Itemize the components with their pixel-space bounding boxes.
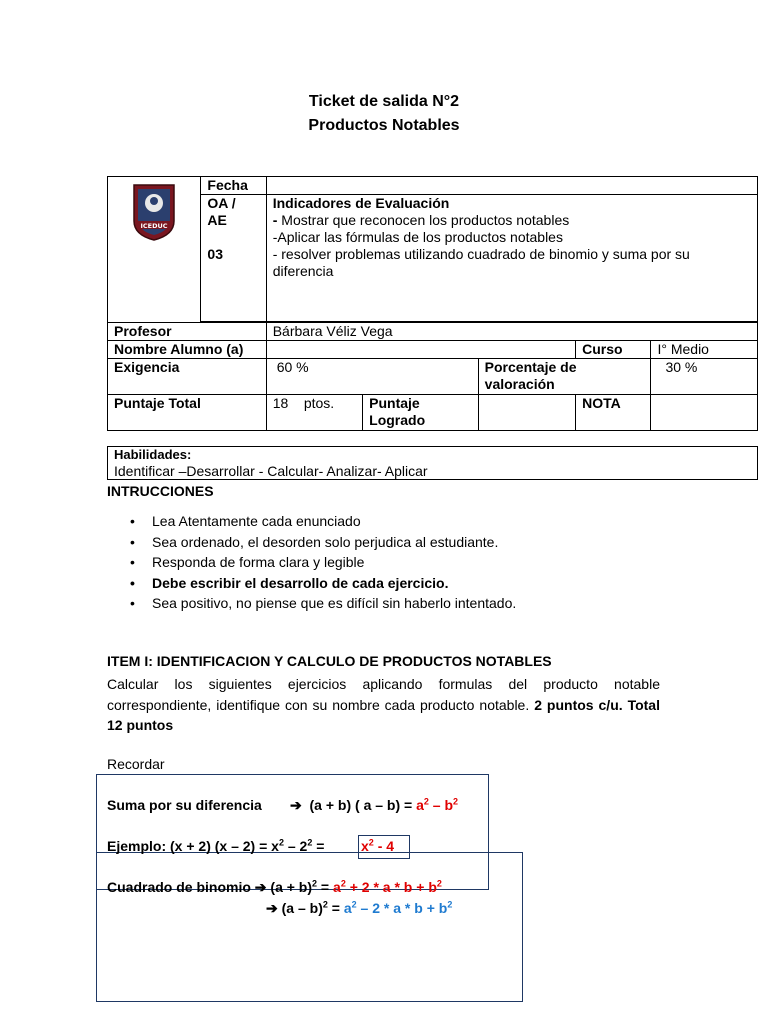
list-item: • Debe escribir el desarrollo de cada ejercicio. <box>107 573 516 594</box>
suma-result: $a^2 - b^2$ <box>416 796 459 813</box>
list-item: • Lea Atentamente cada enunciado <box>107 511 516 532</box>
info-table <box>107 176 758 431</box>
cuadrado-result-2: $a^2 - 2 * a * b + b^2$ <box>343 899 453 916</box>
puntaje-logrado-field[interactable] <box>478 395 575 431</box>
curso-value: I° Medio <box>651 341 758 359</box>
oa-ae-cell <box>201 195 266 322</box>
cuadrado-formula-2: ➔ $(a - b)^2 = a^2 - 2 * a * b + b^2$ <box>266 899 453 916</box>
porcentaje-value: 30 % <box>651 359 758 395</box>
fecha-value[interactable] <box>266 177 757 195</box>
instrucciones-title: INTRUCCIONES <box>107 483 214 499</box>
profesor-label: Profesor <box>108 323 267 341</box>
indicador-3: - resolver problemas utilizando cuadrado de binomio y suma por su diferencia <box>272 246 690 279</box>
list-item: • Sea ordenado, el desorden solo perjudica al estudiante. <box>107 532 516 553</box>
arrow-right-icon: ➔ <box>266 900 278 916</box>
oa-number: 03 <box>207 246 223 262</box>
indicador-2: -Aplicar las fórmulas de los productos notables <box>272 229 563 245</box>
fecha-label: Fecha <box>201 177 266 195</box>
cuadrado-result-1: $a^2 + 2 * a * b + b^2$ <box>333 878 442 895</box>
ejemplo-formula: Ejemplo: (x + 2) $(x - 2) = x^2 - 2^2$ = <box>107 837 325 854</box>
exigencia-value: 60 % <box>266 359 478 395</box>
suma-label: Suma por su diferencia <box>107 797 262 813</box>
nota-label: NOTA <box>576 395 651 431</box>
document-subtitle: Productos Notables <box>308 117 460 134</box>
profesor-value: Bárbara Véliz Vega <box>266 323 757 341</box>
indicador-1: - Mostrar que reconocen los productos notables <box>272 212 570 228</box>
nota-field[interactable] <box>651 395 758 431</box>
suma-formula: ➔ (a + b) ( $a - b) = a^2 - b^2$ <box>290 796 459 813</box>
indicadores-title: Indicadores de Evaluación <box>272 195 450 211</box>
logo-cell <box>108 177 201 323</box>
habilidades-label: Habilidades: <box>114 447 192 462</box>
recordar-label: Recordar <box>107 756 165 772</box>
arrow-right-icon: ➔ <box>290 797 302 813</box>
list-item: • Sea positivo, no piense que es difícil sin haberlo intentado. <box>107 593 516 614</box>
indicadores-cell <box>266 195 757 322</box>
school-crest-icon <box>132 183 176 241</box>
habilidades-value: Identificar –Desarrollar - Calcular- Analizar- Aplicar <box>114 463 428 479</box>
list-item: • Responda de forma clara y legible <box>107 552 516 573</box>
alumno-field[interactable] <box>266 341 575 359</box>
oa-label: OA / <box>207 195 236 211</box>
puntaje-total-label: Puntaje Total <box>108 395 267 431</box>
habilidades-box <box>107 446 758 480</box>
document-title: Ticket de salida N°2 <box>308 93 460 110</box>
ae-label: AE <box>207 212 227 228</box>
alumno-label: Nombre Alumno (a) <box>108 341 267 359</box>
porcentaje-label: Porcentaje de valoración <box>478 359 651 395</box>
exigencia-label: Exigencia <box>108 359 267 395</box>
logo-text: ICEDUC <box>140 222 168 230</box>
arrow-right-icon: ➔ <box>254 879 267 895</box>
formula-box-2 <box>96 852 523 1002</box>
item-title: ITEM I: IDENTIFICACION Y CALCULO DE PRODUCTOS NOTABLES <box>107 653 552 669</box>
curso-label: Curso <box>576 341 651 359</box>
puntaje-logrado-label: Puntaje Logrado <box>363 395 479 431</box>
cuadrado-label: Cuadrado de binomio ➔ $(a + b)^2 = a^2 + 2 * a * b + b^2$ <box>107 878 442 895</box>
item-instructions: Calcular los siguientes ejercicios aplicando formulas del producto notable correspondiente, identifique con su nombre cada producto notable. 2 puntos c/u. Total 12 puntos <box>107 676 660 733</box>
instrucciones-list <box>107 511 516 614</box>
puntaje-total-value: 18 ptos. <box>266 395 362 431</box>
ejemplo-result: $x^2 - 4$ <box>361 837 395 854</box>
